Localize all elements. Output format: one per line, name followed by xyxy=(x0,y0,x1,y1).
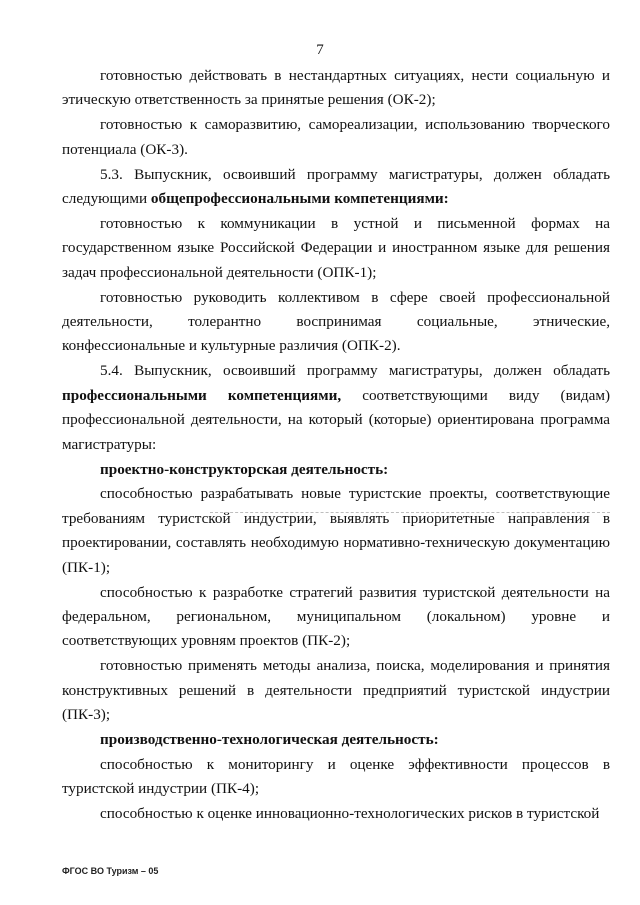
paragraph-pk-3: готовностью применять методы анализа, поиска, моделирования и принятия конструктивных решений в деятельности предприятий туристской индустрии (ПК-3); xyxy=(62,657,610,724)
paragraph-pk-1: способностью разрабатывать новые туристские проекты, соответствующие требованиям туристской индустрии, выявлять приоритетные направления в проектировании, составлять необходимую нормативно-техническую документацию (ПК-1); xyxy=(62,485,610,576)
paragraph-5-3-bold-term: общепрофессиональными компетенциями: xyxy=(150,190,449,208)
paragraph-section-5-3 xyxy=(62,163,610,212)
paragraph-5-4-bold-term: профессиональными компетенциями, xyxy=(62,386,342,404)
paragraph-opk-2: готовностью руководить коллективом в сфере своей профессиональной деятельности, толерантно воспринимая социальные, этнические, конфессиональные и культурные различия (ОПК-2). xyxy=(62,288,610,355)
paragraph-5-4-text: 5.4. Выпускник, освоивший программу магистратуры, должен обладать xyxy=(100,362,610,380)
document-body xyxy=(62,64,610,827)
paragraph-5-4-tail: соответствующими виду (видам) профессиональной деятельности, на который (которые) ориентирована программа магистратуры: xyxy=(62,386,611,453)
paragraph-section-5-4 xyxy=(62,359,610,457)
paragraph-pk-5-start: способностью к оценке инновационно-технологических рисков в туристской xyxy=(100,805,600,823)
paragraph-ok-2: готовностью действовать в нестандартных ситуациях, нести социальную и этическую ответственность за принятые решения (ОК-2); xyxy=(62,67,610,109)
heading-design-activity: проектно-конструкторская деятельность: xyxy=(100,460,389,478)
page-number: 7 xyxy=(316,42,324,58)
paragraph-ok-3: готовностью к саморазвитию, самореализации, использованию творческого потенциала (ОК-3). xyxy=(62,116,610,158)
scan-artifact-stroke xyxy=(210,512,610,515)
heading-production-activity: производственно-технологическая деятельность: xyxy=(100,730,439,748)
footer-label: ФГОС ВО Туризм – 05 xyxy=(62,866,159,876)
paragraph-pk-2: способностью к разработке стратегий развития туристской деятельности на федеральном, региональном, муниципальном (локальном) уровне и соответствующих уровням проектов (ПК-2); xyxy=(62,583,610,650)
paragraph-pk-4: способностью к мониторингу и оценке эффективности процессов в туристской индустрии (ПК-4); xyxy=(62,755,610,798)
paragraph-5-3-text: 5.3. Выпускник, освоивший программу магистратуры, должен обладать следующими xyxy=(62,165,610,208)
paragraph-opk-1: готовностью к коммуникации в устной и письменной формах на государственном языке Российской Федерации и иностранном языке для решения задач профессиональной деятельности (ОПК-1); xyxy=(62,214,610,281)
